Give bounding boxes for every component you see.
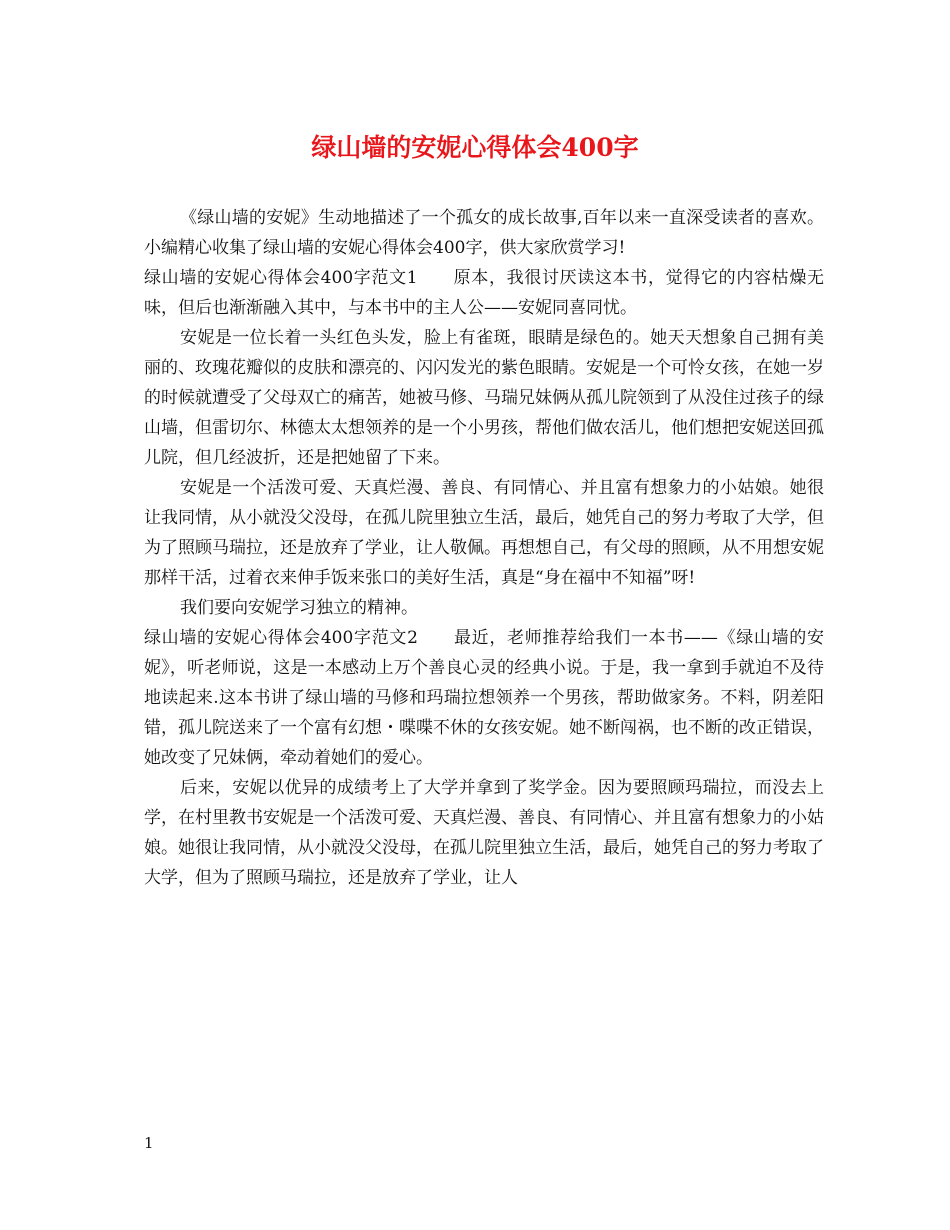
paragraph-intro: 《绿山墙的安妮》生动地描述了一个孤女的成长故事,百年以来一直深受读者的喜欢。小编精心收集了绿山墙的安妮心得体会400字，供大家欣赏学习! [144,208,824,258]
paragraph-essay2-start: 绿山墙的安妮心得体会400字范文2 最近，老师推荐给我们一本书——《绿山墙的安妮》，听老师说，这是一本感动上万个善良心灵的经典小说。于是，我一拿到手就迫不及待地读起来.这本书讲了绿山墙的马修和玛瑞拉想领养一个男孩，帮助做家务。不料，阴差阳错，孤儿院送来了一个富有幻想・喋喋不休的女孩安妮。她不断闯祸，也不断的改正错误，她改变了兄妹俩，牵动着她们的爱心。 [144,628,824,768]
paragraph-essay1-body-2: 安妮是一个活泼可爱、天真烂漫、善良、有同情心、并且富有想象力的小姑娘。她很让我同情，从小就没父没母，在孤儿院里独立生活，最后，她凭自己的努力考取了大学，但为了照顾马瑞拉，还是放弃了学业，让人敬佩。再想想自己，有父母的照顾，从不用想安妮那样干活，过着衣来伸手饭来张口的美好生活，真是“身在福中不知福”呀! [144,478,824,588]
paragraph-essay1-start: 绿山墙的安妮心得体会400字范文1 原本，我很讨厌读这本书，觉得它的内容枯燥无味，但后也渐渐融入其中，与本书中的主人公——安妮同喜同忧。 [144,268,824,318]
document-title: 绿山墙的安妮心得体会400字 [311,133,639,162]
paragraph-essay2-body: 后来，安妮以优异的成绩考上了大学并拿到了奖学金。因为要照顾玛瑞拉，而没去上学，在村里教书安妮是一个活泼可爱、天真烂漫、善良、有同情心、并且富有想象力的小姑娘。她很让我同情，从小就没父没母，在孤儿院里独立生活，最后，她凭自己的努力考取了大学，但为了照顾马瑞拉，还是放弃了学业，让人 [144,778,824,888]
page-number: 1 [144,1134,154,1152]
document-body [144,203,824,893]
paragraph-essay1-body-1: 安妮是一位长着一头红色头发，脸上有雀斑，眼睛是绿色的。她天天想象自己拥有美丽的、玫瑰花瓣似的皮肤和漂亮的、闪闪发光的紫色眼睛。安妮是一个可怜女孩，在她一岁的时候就遭受了父母双亡的痛苦，她被马修、马瑞兄妹俩从孤儿院领到了从没住过孩子的绿山墙，但雷切尔、林德太太想领养的是一个小男孩，帮他们做农活儿，他们想把安妮送回孤儿院，但几经波折，还是把她留了下来。 [144,328,824,468]
paragraph-essay1-conclusion: 我们要向安妮学习独立的精神。 [180,598,418,618]
